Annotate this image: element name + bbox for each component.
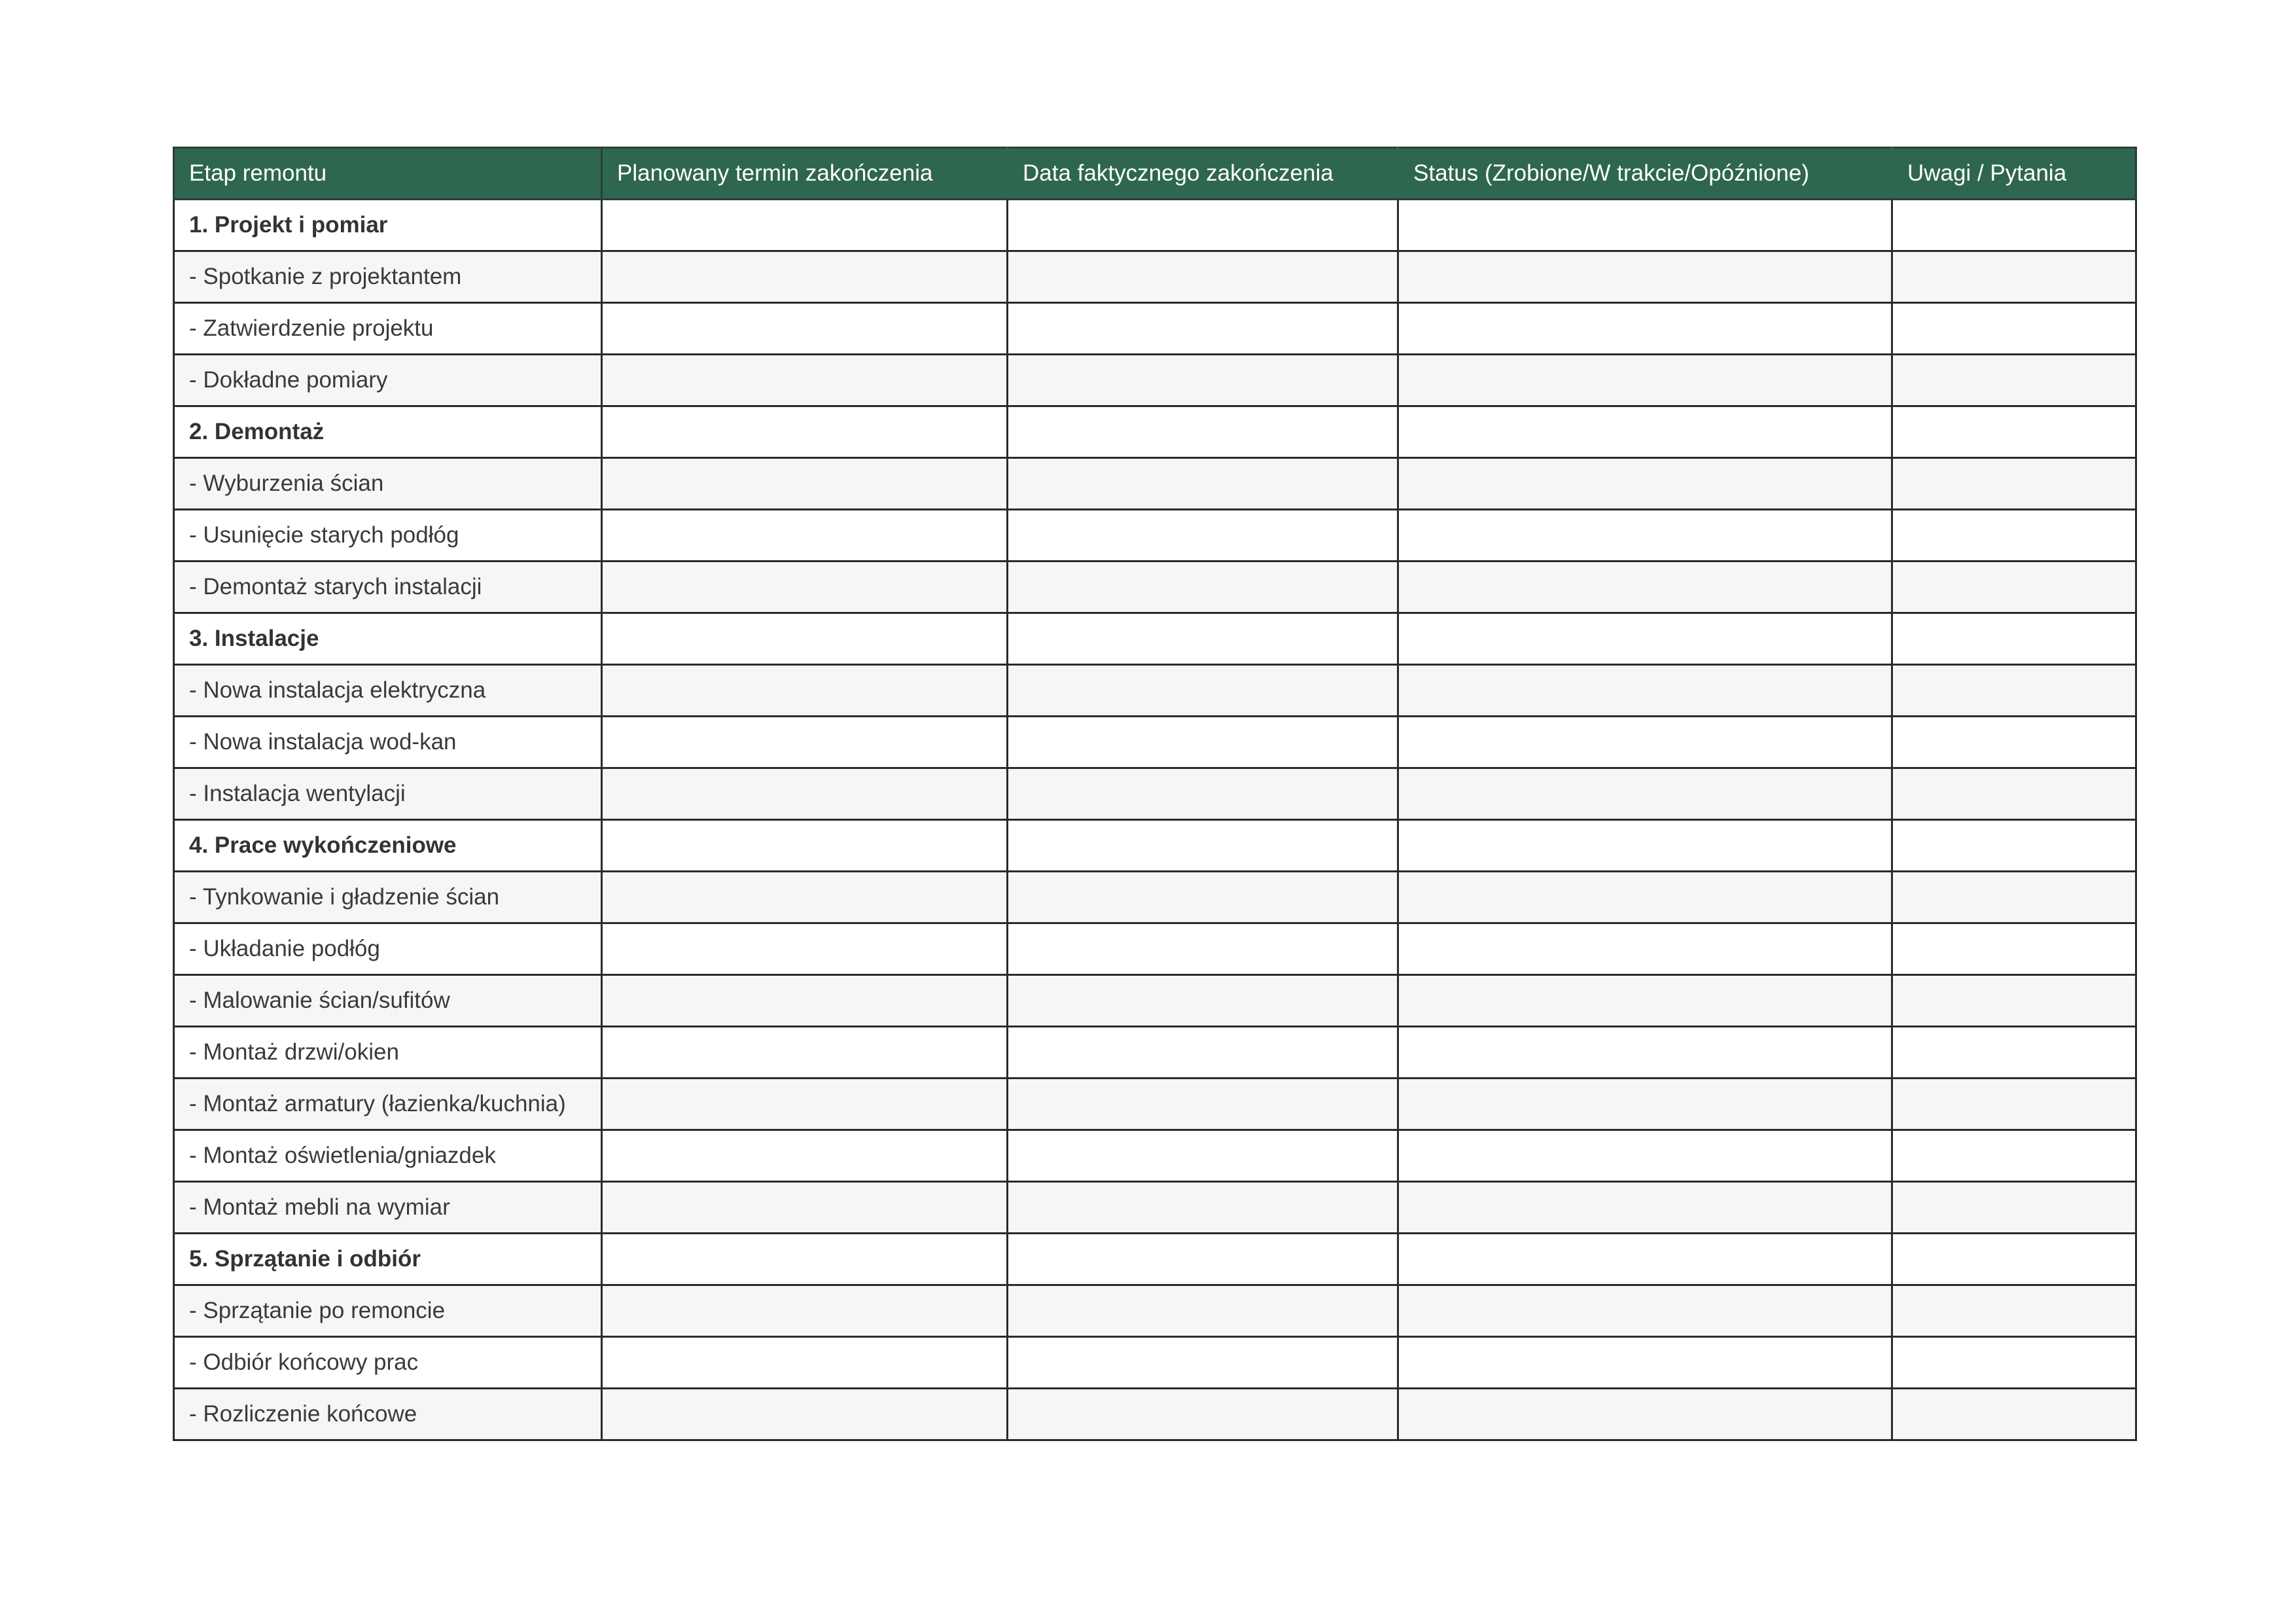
notes-cell[interactable] xyxy=(1892,1234,2136,1285)
stage-cell: - Spotkanie z projektantem xyxy=(174,251,602,303)
stage-cell: - Dokładne pomiary xyxy=(174,355,602,406)
stage-cell: - Zatwierdzenie projektu xyxy=(174,303,602,355)
actual-date-cell[interactable] xyxy=(1008,820,1398,872)
task-row xyxy=(174,562,2136,613)
actual-date-cell[interactable] xyxy=(1008,458,1398,510)
status-cell[interactable] xyxy=(1398,1389,1892,1440)
actual-date-cell[interactable] xyxy=(1008,562,1398,613)
status-cell[interactable] xyxy=(1398,562,1892,613)
status-cell[interactable] xyxy=(1398,510,1892,562)
actual-date-cell[interactable] xyxy=(1008,613,1398,665)
planned-date-cell[interactable] xyxy=(602,200,1008,251)
notes-cell[interactable] xyxy=(1892,1389,2136,1440)
status-cell[interactable] xyxy=(1398,1285,1892,1337)
status-cell[interactable] xyxy=(1398,1234,1892,1285)
planned-date-cell[interactable] xyxy=(602,717,1008,768)
notes-cell[interactable] xyxy=(1892,975,2136,1027)
section-row xyxy=(174,1234,2136,1285)
stage-cell: 2. Demontaż xyxy=(174,406,602,458)
planned-date-cell[interactable] xyxy=(602,1182,1008,1234)
stage-cell: - Demontaż starych instalacji xyxy=(174,562,602,613)
actual-date-cell[interactable] xyxy=(1008,923,1398,975)
notes-cell[interactable] xyxy=(1892,1285,2136,1337)
actual-date-cell[interactable] xyxy=(1008,1389,1398,1440)
stage-cell: - Instalacja wentylacji xyxy=(174,768,602,820)
stage-cell: 3. Instalacje xyxy=(174,613,602,665)
status-cell[interactable] xyxy=(1398,665,1892,717)
task-row xyxy=(174,1079,2136,1130)
task-row xyxy=(174,303,2136,355)
stage-cell: - Montaż armatury (łazienka/kuchnia) xyxy=(174,1079,602,1130)
status-cell[interactable] xyxy=(1398,458,1892,510)
actual-date-cell[interactable] xyxy=(1008,1079,1398,1130)
stage-cell: - Rozliczenie końcowe xyxy=(174,1389,602,1440)
task-row xyxy=(174,872,2136,923)
notes-cell[interactable] xyxy=(1892,768,2136,820)
task-row xyxy=(174,1285,2136,1337)
planned-date-cell[interactable] xyxy=(602,768,1008,820)
actual-date-cell[interactable] xyxy=(1008,872,1398,923)
notes-cell[interactable] xyxy=(1892,923,2136,975)
stage-cell: - Odbiór końcowy prac xyxy=(174,1337,602,1389)
planned-date-cell[interactable] xyxy=(602,1027,1008,1079)
planned-date-cell[interactable] xyxy=(602,303,1008,355)
status-cell[interactable] xyxy=(1398,1130,1892,1182)
planned-date-cell[interactable] xyxy=(602,562,1008,613)
task-row xyxy=(174,1130,2136,1182)
stage-cell: - Układanie podłóg xyxy=(174,923,602,975)
status-cell[interactable] xyxy=(1398,406,1892,458)
actual-date-cell[interactable] xyxy=(1008,717,1398,768)
planned-date-cell[interactable] xyxy=(602,458,1008,510)
planned-date-cell[interactable] xyxy=(602,975,1008,1027)
notes-cell[interactable] xyxy=(1892,1130,2136,1182)
stage-cell: - Usunięcie starych podłóg xyxy=(174,510,602,562)
stage-cell: - Nowa instalacja wod-kan xyxy=(174,717,602,768)
notes-cell[interactable] xyxy=(1892,355,2136,406)
actual-date-cell[interactable] xyxy=(1008,665,1398,717)
status-cell[interactable] xyxy=(1398,355,1892,406)
task-row xyxy=(174,1337,2136,1389)
stage-cell: - Montaż oświetlenia/gniazdek xyxy=(174,1130,602,1182)
planned-date-cell[interactable] xyxy=(602,1234,1008,1285)
notes-cell[interactable] xyxy=(1892,200,2136,251)
section-row xyxy=(174,613,2136,665)
notes-cell[interactable] xyxy=(1892,406,2136,458)
actual-date-cell[interactable] xyxy=(1008,1234,1398,1285)
status-cell[interactable] xyxy=(1398,717,1892,768)
section-row xyxy=(174,406,2136,458)
planned-date-cell[interactable] xyxy=(602,1130,1008,1182)
status-cell[interactable] xyxy=(1398,303,1892,355)
table-body xyxy=(174,200,2136,1440)
notes-cell[interactable] xyxy=(1892,251,2136,303)
table-header xyxy=(174,148,2136,200)
notes-cell[interactable] xyxy=(1892,665,2136,717)
notes-cell[interactable] xyxy=(1892,510,2136,562)
task-row xyxy=(174,1027,2136,1079)
planned-date-cell[interactable] xyxy=(602,923,1008,975)
planned-date-cell[interactable] xyxy=(602,510,1008,562)
header-notes: Uwagi / Pytania xyxy=(1892,148,2136,200)
renovation-schedule-table-wrapper xyxy=(173,147,2135,1441)
notes-cell[interactable] xyxy=(1892,458,2136,510)
actual-date-cell[interactable] xyxy=(1008,768,1398,820)
notes-cell[interactable] xyxy=(1892,1079,2136,1130)
planned-date-cell[interactable] xyxy=(602,665,1008,717)
actual-date-cell[interactable] xyxy=(1008,1130,1398,1182)
header-status: Status (Zrobione/W trakcie/Opóźnione) xyxy=(1398,148,1892,200)
status-cell[interactable] xyxy=(1398,251,1892,303)
stage-cell: - Tynkowanie i gładzenie ścian xyxy=(174,872,602,923)
actual-date-cell[interactable] xyxy=(1008,200,1398,251)
status-cell[interactable] xyxy=(1398,1027,1892,1079)
task-row xyxy=(174,768,2136,820)
task-row xyxy=(174,458,2136,510)
planned-date-cell[interactable] xyxy=(602,1285,1008,1337)
notes-cell[interactable] xyxy=(1892,562,2136,613)
status-cell[interactable] xyxy=(1398,613,1892,665)
notes-cell[interactable] xyxy=(1892,1182,2136,1234)
stage-cell: - Nowa instalacja elektryczna xyxy=(174,665,602,717)
header-planned-date: Planowany termin zakończenia xyxy=(602,148,1008,200)
notes-cell[interactable] xyxy=(1892,613,2136,665)
notes-cell[interactable] xyxy=(1892,1337,2136,1389)
task-row xyxy=(174,717,2136,768)
planned-date-cell[interactable] xyxy=(602,1337,1008,1389)
stage-cell: 4. Prace wykończeniowe xyxy=(174,820,602,872)
actual-date-cell[interactable] xyxy=(1008,1182,1398,1234)
notes-cell[interactable] xyxy=(1892,820,2136,872)
status-cell[interactable] xyxy=(1398,975,1892,1027)
notes-cell[interactable] xyxy=(1892,1027,2136,1079)
header-actual-date: Data faktycznego zakończenia xyxy=(1008,148,1398,200)
notes-cell[interactable] xyxy=(1892,303,2136,355)
task-row xyxy=(174,251,2136,303)
actual-date-cell[interactable] xyxy=(1008,303,1398,355)
stage-cell: - Malowanie ścian/sufitów xyxy=(174,975,602,1027)
task-row xyxy=(174,510,2136,562)
actual-date-cell[interactable] xyxy=(1008,510,1398,562)
planned-date-cell[interactable] xyxy=(602,872,1008,923)
stage-cell: 5. Sprzątanie i odbiór xyxy=(174,1234,602,1285)
stage-cell: - Wyburzenia ścian xyxy=(174,458,602,510)
task-row xyxy=(174,975,2136,1027)
stage-cell: 1. Projekt i pomiar xyxy=(174,200,602,251)
notes-cell[interactable] xyxy=(1892,717,2136,768)
actual-date-cell[interactable] xyxy=(1008,251,1398,303)
task-row xyxy=(174,665,2136,717)
status-cell[interactable] xyxy=(1398,768,1892,820)
actual-date-cell[interactable] xyxy=(1008,975,1398,1027)
planned-date-cell[interactable] xyxy=(602,251,1008,303)
actual-date-cell[interactable] xyxy=(1008,406,1398,458)
task-row xyxy=(174,355,2136,406)
task-row xyxy=(174,1389,2136,1440)
planned-date-cell[interactable] xyxy=(602,1389,1008,1440)
actual-date-cell[interactable] xyxy=(1008,355,1398,406)
planned-date-cell[interactable] xyxy=(602,406,1008,458)
stage-cell: - Montaż drzwi/okien xyxy=(174,1027,602,1079)
status-cell[interactable] xyxy=(1398,923,1892,975)
task-row xyxy=(174,923,2136,975)
status-cell[interactable] xyxy=(1398,872,1892,923)
actual-date-cell[interactable] xyxy=(1008,1337,1398,1389)
planned-date-cell[interactable] xyxy=(602,820,1008,872)
notes-cell[interactable] xyxy=(1892,872,2136,923)
status-cell[interactable] xyxy=(1398,1079,1892,1130)
renovation-schedule-table xyxy=(173,147,2137,1441)
header-row xyxy=(174,148,2136,200)
status-cell[interactable] xyxy=(1398,1337,1892,1389)
actual-date-cell[interactable] xyxy=(1008,1285,1398,1337)
stage-cell: - Sprzątanie po remoncie xyxy=(174,1285,602,1337)
status-cell[interactable] xyxy=(1398,820,1892,872)
task-row xyxy=(174,1182,2136,1234)
actual-date-cell[interactable] xyxy=(1008,1027,1398,1079)
planned-date-cell[interactable] xyxy=(602,1079,1008,1130)
header-stage: Etap remontu xyxy=(174,148,602,200)
status-cell[interactable] xyxy=(1398,200,1892,251)
stage-cell: - Montaż mebli na wymiar xyxy=(174,1182,602,1234)
section-row xyxy=(174,200,2136,251)
status-cell[interactable] xyxy=(1398,1182,1892,1234)
planned-date-cell[interactable] xyxy=(602,355,1008,406)
planned-date-cell[interactable] xyxy=(602,613,1008,665)
section-row xyxy=(174,820,2136,872)
